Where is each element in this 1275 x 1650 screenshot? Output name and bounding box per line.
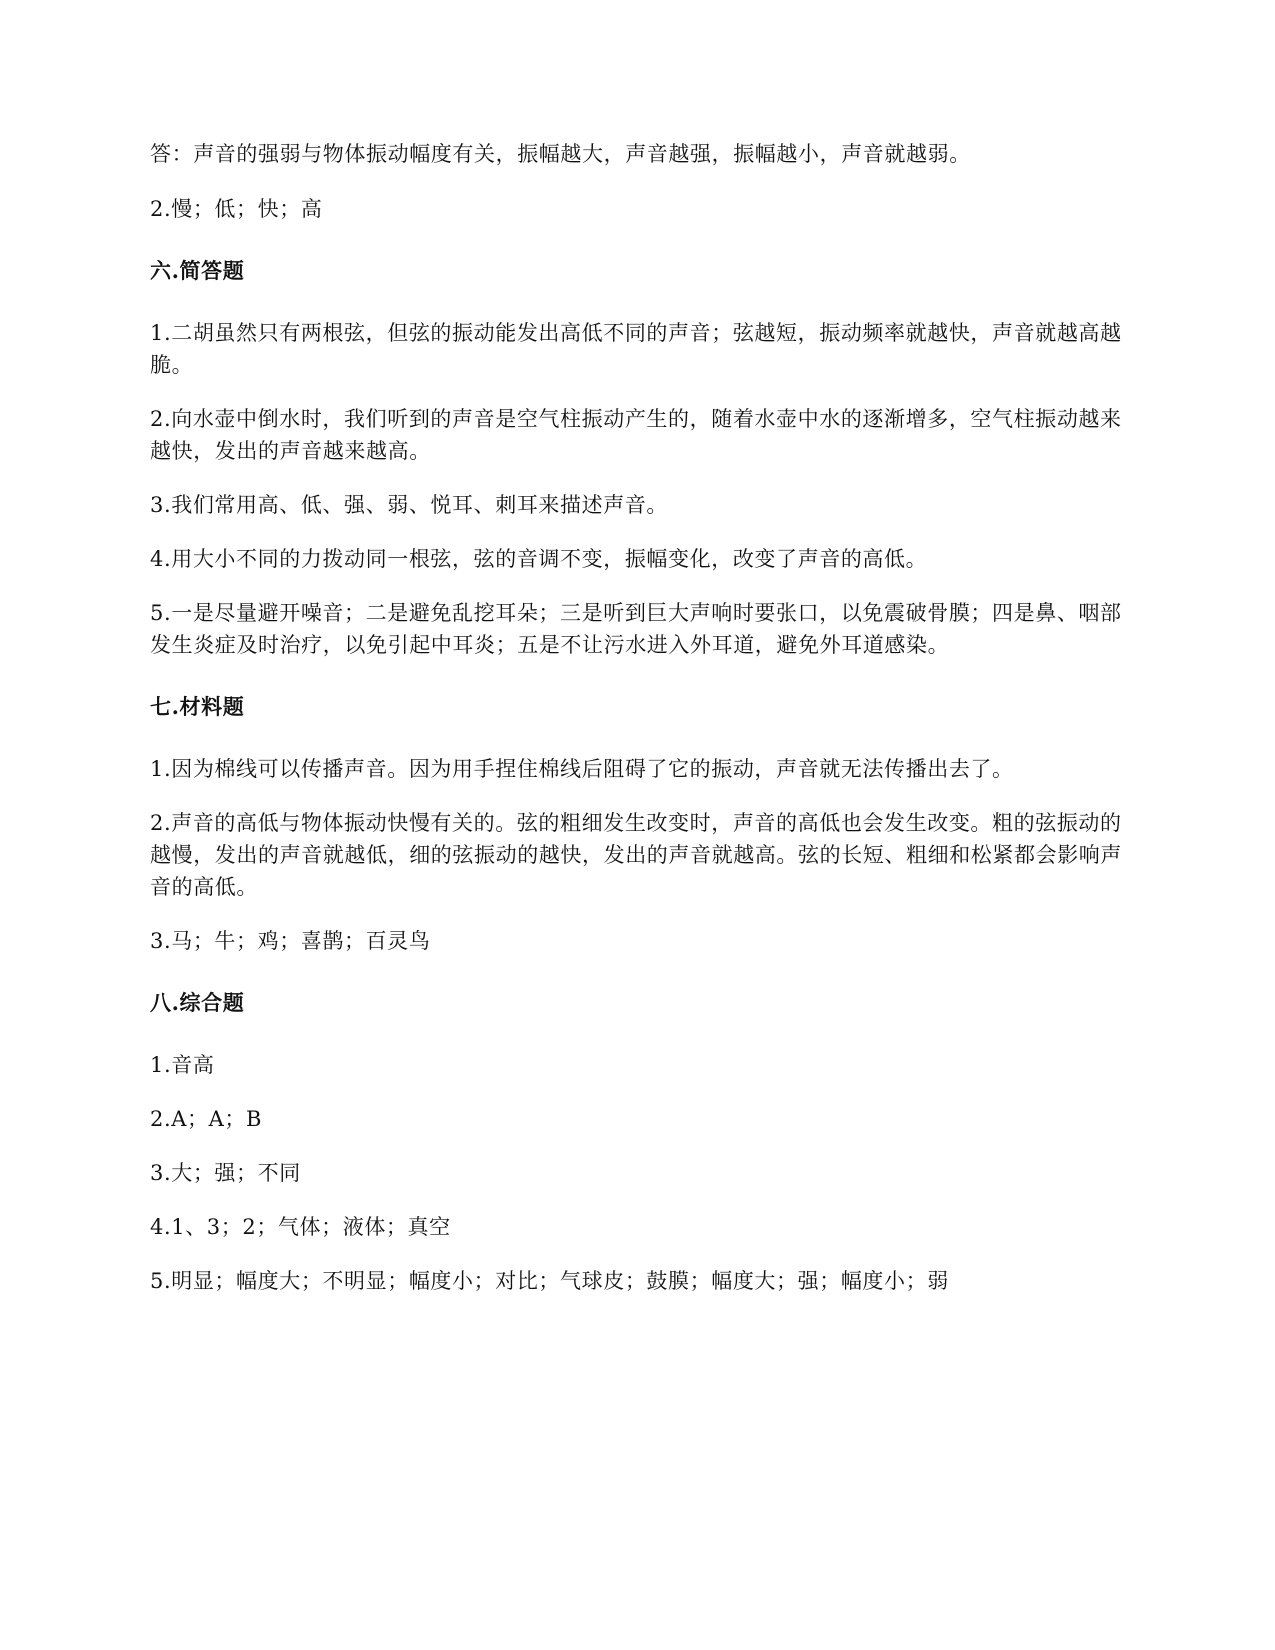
- answer-paragraph: 答：声音的强弱与物体振动幅度有关，振幅越大，声音越强，振幅越小，声音就越弱。: [150, 142, 971, 166]
- section-heading-material: 七.材料题: [150, 694, 245, 719]
- answer-item: 2.慢；低；快；高: [150, 197, 323, 221]
- answer-item: 5.明显；幅度大；不明显；幅度小；对比；气球皮；鼓膜；幅度大；强；幅度小；弱: [150, 1269, 949, 1293]
- answer-item: 2.声音的高低与物体振动快慢有关的。弦的粗细发生改变时，声音的高低也会发生改变。粗的弦振动的越慢，发出的声音就越低，细的弦振动的越快，发出的声音就越高。弦的长短、粗细和松紧都会影响声音的高低。: [150, 811, 1122, 899]
- answer-item: 3.大；强；不同: [150, 1161, 301, 1185]
- answer-item: 3.我们常用高、低、强、弱、悦耳、刺耳来描述声音。: [150, 493, 669, 517]
- answer-item: 1.音高: [150, 1053, 215, 1077]
- answer-item: 4.1、3；2；气体；液体；真空: [150, 1215, 451, 1239]
- section-heading-short-answer: 六.简答题: [150, 258, 245, 283]
- answer-item: 1.因为棉线可以传播声音。因为用手捏住棉线后阻碍了它的振动，声音就无法传播出去了。: [150, 757, 1014, 781]
- answer-item: 3.马；牛；鸡；喜鹊；百灵鸟: [150, 929, 431, 953]
- answer-item: 5.一是尽量避开噪音；二是避免乱挖耳朵；三是听到巨大声响时要张口，以免震破骨膜；四是鼻、咽部发生炎症及时治疗，以免引起中耳炎；五是不让污水进入外耳道，避免外耳道感染。: [150, 601, 1122, 657]
- answer-page: [150, 138, 1130, 1297]
- section-heading-comprehensive: 八.综合题: [150, 990, 245, 1015]
- answer-item: 4.用大小不同的力拨动同一根弦，弦的音调不变，振幅变化，改变了声音的高低。: [150, 547, 928, 571]
- answer-item: 2.向水壶中倒水时，我们听到的声音是空气柱振动产生的，随着水壶中水的逐渐增多，空气柱振动越来越快，发出的声音越来越高。: [150, 407, 1122, 463]
- answer-item: 2.A；A；B: [150, 1107, 262, 1131]
- answer-item: 1.二胡虽然只有两根弦，但弦的振动能发出高低不同的声音；弦越短，振动频率就越快，声音就越高越脆。: [150, 321, 1122, 377]
